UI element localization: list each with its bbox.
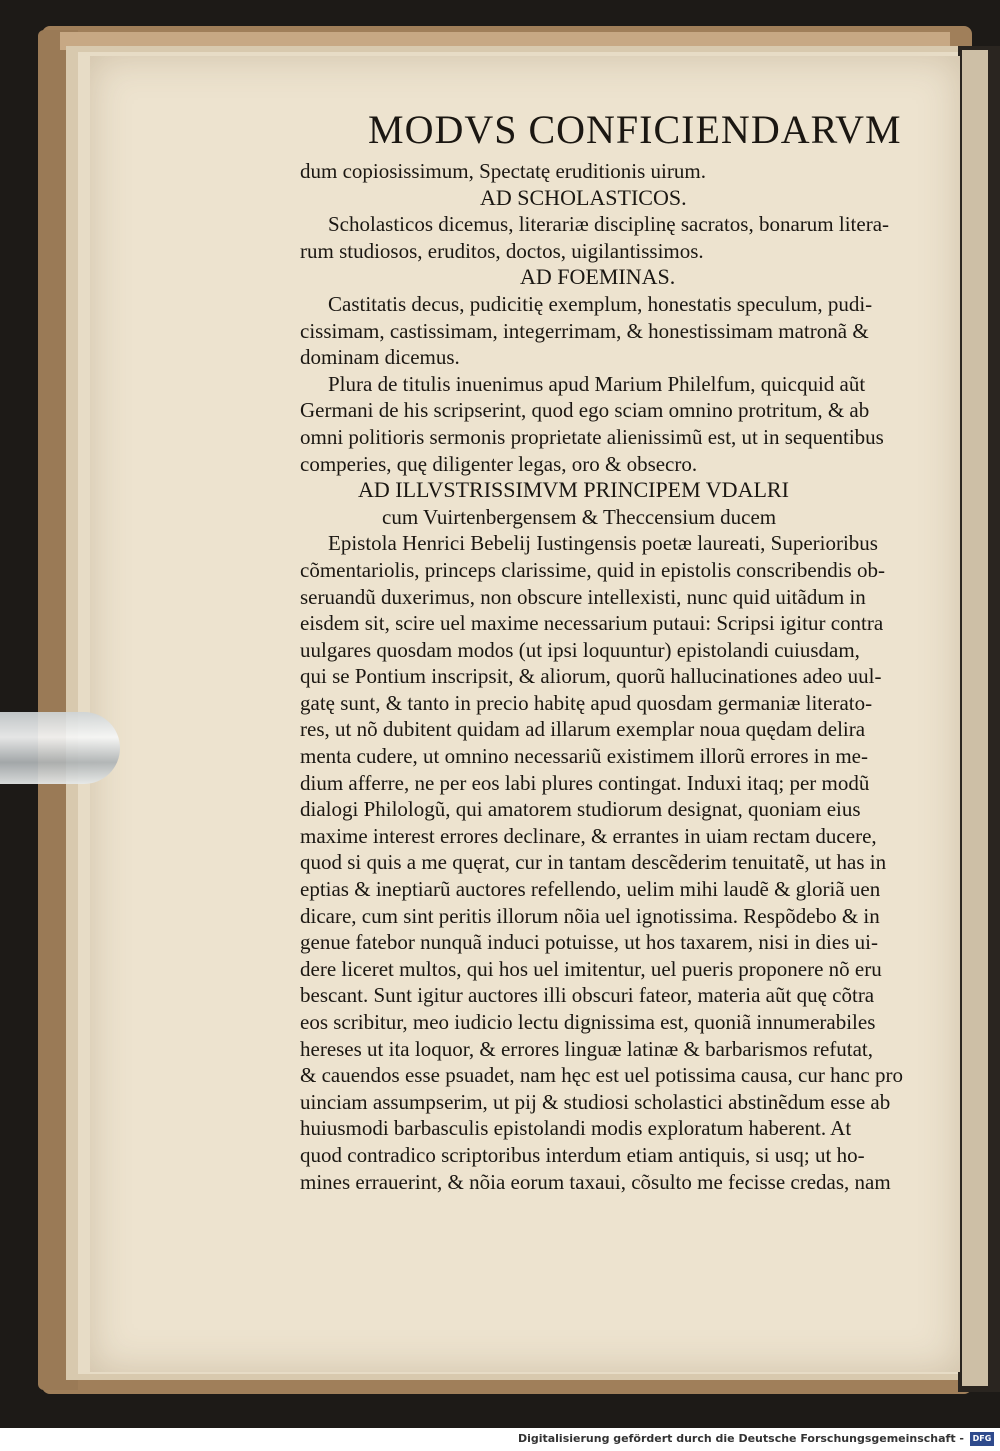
footer-credit: Digitalisierung gefördert durch die Deutsche Forschungsgemeinschaft - bbox=[517, 1432, 964, 1445]
text-line: menta cudere, ut omnino necessariũ existimem illorũ errores in me- bbox=[300, 744, 868, 769]
section-heading: AD FOEMINAS. bbox=[520, 264, 676, 290]
text-line: Scholasticos dicemus, literariæ disciplinę sacratos, bonarum litera- bbox=[328, 212, 890, 237]
text-line: eos scribitur, meo iudicio lectu dignissima est, quoniã innumerabiles bbox=[300, 1010, 876, 1034]
text-line: Epistola Henrici Bebelij Iustingensis poetæ laureati, Superioribus bbox=[328, 531, 878, 556]
text-line: dere liceret multos, qui hos uel imitentur, uel pueris proponere nõ eru bbox=[300, 956, 882, 981]
footer-bar bbox=[0, 1428, 1000, 1451]
text-line: cõmentariolis, princeps clarissime, quid in epistolis conscribendis ob- bbox=[300, 557, 885, 582]
text-line: genue fatebor nunquã induci potuisse, ut hos taxarem, nisi in dies ui- bbox=[300, 930, 878, 955]
section-subheading: cum Vuirtenbergensem & Theccensium ducem bbox=[382, 504, 777, 529]
text-line: mines errauerint, & nõia eorum taxaui, cõsulto me fecisse credas, nam bbox=[300, 1169, 891, 1194]
text-line: Plura de titulis inuenimus apud Marium Philelfum, quicquid aũt bbox=[328, 371, 866, 396]
section-heading: AD SCHOLASTICOS. bbox=[480, 184, 687, 210]
page-title: MODVS CONFICIENDARVM bbox=[368, 107, 902, 152]
text-line: qui se Pontium inscripsit, & aliorum, quorũ hallucinationes adeo uul- bbox=[300, 664, 882, 689]
text-line: rum studiosos, eruditos, doctos, uigilantissimos. bbox=[300, 238, 704, 263]
text-line: Germani de his scripserint, quod ego sciam omnino protritum, & ab bbox=[300, 398, 870, 423]
facing-page-paper bbox=[962, 50, 988, 1386]
glass-page-weight bbox=[0, 712, 120, 784]
text-line: quod contradico scriptoribus interdum etiam antiquis, si usq; ut ho- bbox=[300, 1142, 865, 1167]
text-line: omni politioris sermonis proprietate alienissimũ est, ut in sequentibus bbox=[300, 424, 884, 449]
dfg-logo-icon: DFG bbox=[970, 1432, 994, 1446]
text-line: dium afferre, ne per eos labi plures contingat. Induxi itaq; per modũ bbox=[300, 770, 870, 795]
text-line: dicare, cum sint peritis illorum nõia uel ignotissima. Respõdebo & in bbox=[300, 903, 880, 928]
page-text bbox=[300, 108, 940, 1195]
text-line: dum copiosissimum, Spectatę eruditionis uirum. bbox=[300, 159, 706, 183]
text-line: dominam dicemus. bbox=[300, 345, 460, 370]
text-line: cissimam, castissimam, integerrimam, & honestissimam matronã & bbox=[300, 318, 869, 343]
text-line: eisdem sit, scire uel maxime necessarium putaui: Scripsi igitur contra bbox=[300, 611, 884, 636]
text-line: quod si quis a me quęrat, cur in tantam descẽderim tenuitatẽ, ut has in bbox=[300, 850, 887, 875]
text-line: & cauendos esse psuadet, nam hęc est uel potissima causa, cur hanc pro bbox=[300, 1063, 903, 1088]
text-line: dialogi Philologũ, qui amatorem studiorum designat, quoniam eius bbox=[300, 797, 861, 822]
text-line: maxime interest errores declinare, & errantes in uiam rectam ducere, bbox=[300, 823, 877, 848]
text-line: seruandũ duxerimus, non obscure intellexisti, nunc quid uitãdum in bbox=[300, 584, 866, 609]
text-line: huiusmodi barbasculis epistolandi modis exploratum haberent. At bbox=[300, 1116, 852, 1141]
text-line: res, ut nõ dubitent quidam ad illarum exemplar noua quędam delira bbox=[300, 717, 866, 742]
text-line: Castitatis decus, pudicitię exemplum, honestatis speculum, pudi- bbox=[328, 291, 873, 316]
text-line: comperies, quę diligenter legas, oro & obsecro. bbox=[300, 451, 698, 476]
text-line: uulgares quosdam modos (ut ipsi loquuntur) epistolandi cuiusdam, bbox=[300, 637, 860, 662]
text-line: gatę sunt, & tanto in precio habitę apud quosdam germaniæ literato- bbox=[300, 690, 873, 715]
text-line: hereses ut ita loquor, & errores linguæ latinæ & barbarismos refutat, bbox=[300, 1036, 874, 1061]
text-line: eptias & ineptiarũ auctores refellendo, uelim mihi laudẽ & gloriã uen bbox=[300, 877, 881, 902]
text-line: bescant. Sunt igitur auctores illi obscuri fateor, materia aũt quę cõtra bbox=[300, 983, 875, 1008]
text-line: uinciam assumpserim, ut pij & studiosi scholastici abstinẽdum esse ab bbox=[300, 1089, 891, 1114]
section-heading: AD ILLVSTRISSIMVM PRINCIPEM VDALRI bbox=[358, 477, 789, 503]
